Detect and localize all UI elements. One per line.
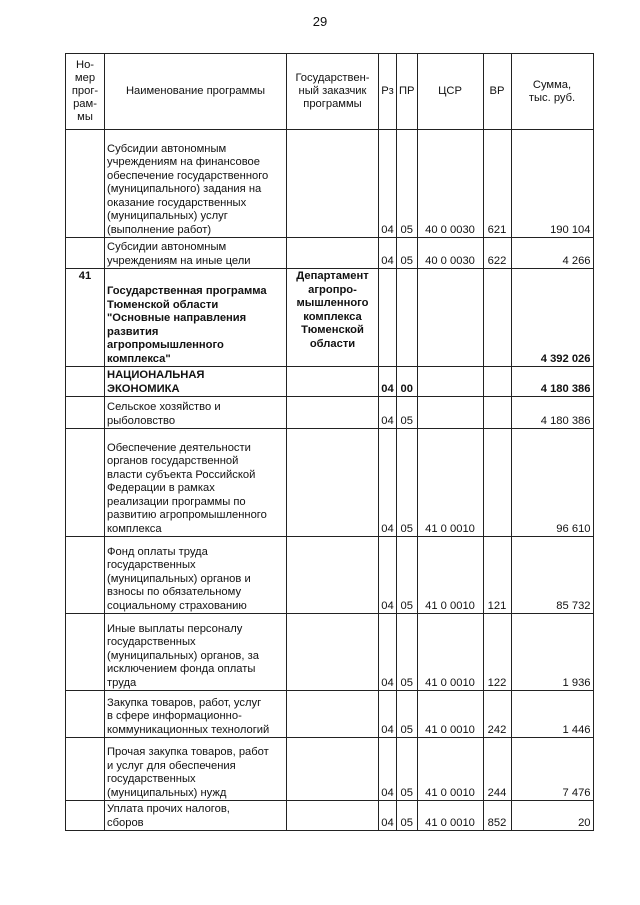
pr-cell: 00 [397, 367, 418, 397]
rz-cell: 04 [379, 691, 397, 738]
customer-cell [287, 397, 379, 429]
sum-cell: 4 180 386 [511, 397, 593, 429]
table-row [66, 238, 594, 269]
csr-cell [417, 397, 483, 429]
sum-cell: 85 732 [511, 537, 593, 614]
table-row [66, 130, 594, 238]
header-rz: Рз [379, 54, 397, 130]
vr-cell: 121 [483, 537, 511, 614]
customer-cell [287, 238, 379, 269]
header-sum: Сумма, тыс. руб. [511, 54, 593, 130]
vr-cell [483, 367, 511, 397]
program-number-cell [66, 367, 105, 397]
sum-cell: 1 936 [511, 614, 593, 691]
customer-cell [287, 367, 379, 397]
pr-cell: 05 [397, 397, 418, 429]
sum-cell: 1 446 [511, 691, 593, 738]
sum-cell: 4 392 026 [511, 269, 593, 367]
program-number-cell [66, 691, 105, 738]
csr-cell: 41 0 0010 [417, 429, 483, 537]
table-row [66, 269, 594, 367]
sum-cell: 4 266 [511, 238, 593, 269]
csr-cell: 41 0 0010 [417, 537, 483, 614]
rz-cell: 04 [379, 429, 397, 537]
program-name-cell: Субсидии автономным учреждениям на иные цели [105, 238, 287, 269]
page-number: 29 [312, 14, 328, 29]
pr-cell: 05 [397, 130, 418, 238]
pr-cell: 05 [397, 614, 418, 691]
vr-cell [483, 429, 511, 537]
program-name-cell: Закупка товаров, работ, услуг в сфере информационно- коммуникационных технологий [105, 691, 287, 738]
program-name-cell: Сельское хозяйство и рыболовство [105, 397, 287, 429]
table-row [66, 691, 594, 738]
rz-cell: 04 [379, 130, 397, 238]
customer-cell [287, 429, 379, 537]
header-program-name: Наименование программы [105, 54, 287, 130]
csr-cell: 41 0 0010 [417, 614, 483, 691]
table-row [66, 738, 594, 801]
pr-cell: 05 [397, 738, 418, 801]
vr-cell: 244 [483, 738, 511, 801]
program-name-cell: Государственная программа Тюменской области "Основные направления развития агропромышленного комплекса" [105, 269, 287, 367]
customer-cell [287, 537, 379, 614]
rz-cell [379, 269, 397, 367]
pr-cell: 05 [397, 429, 418, 537]
sum-cell: 96 610 [511, 429, 593, 537]
csr-cell: 41 0 0010 [417, 801, 483, 831]
program-name-cell: Прочая закупка товаров, работ и услуг для обеспечения государственных (муниципальных) нужд [105, 738, 287, 801]
vr-cell: 621 [483, 130, 511, 238]
sum-cell: 20 [511, 801, 593, 831]
pr-cell: 05 [397, 537, 418, 614]
program-name-cell: НАЦИОНАЛЬНАЯ ЭКОНОМИКА [105, 367, 287, 397]
header-csr: ЦСР [417, 54, 483, 130]
customer-cell [287, 691, 379, 738]
program-number-cell [66, 801, 105, 831]
program-number-cell [66, 397, 105, 429]
rz-cell: 04 [379, 738, 397, 801]
program-name-cell: Фонд оплаты труда государственных (муниципальных) органов и взносы по обязательному социальному страхованию [105, 537, 287, 614]
vr-cell: 852 [483, 801, 511, 831]
sum-cell: 7 476 [511, 738, 593, 801]
program-name-cell: Уплата прочих налогов, сборов [105, 801, 287, 831]
rz-cell: 04 [379, 614, 397, 691]
csr-cell [417, 269, 483, 367]
program-name-cell: Субсидии автономным учреждениям на финансовое обеспечение государственного (муниципального) задания на оказание государственных (муниципальных) услуг (выполнение работ) [105, 130, 287, 238]
customer-cell [287, 614, 379, 691]
customer-cell: Департамент агропро- мышленного комплекса Тюменской области [287, 269, 379, 367]
rz-cell: 04 [379, 801, 397, 831]
header-customer: Государствен- ный заказчик программы [287, 54, 379, 130]
pr-cell: 05 [397, 691, 418, 738]
program-number-cell [66, 614, 105, 691]
budget-table [65, 53, 594, 831]
table-row [66, 614, 594, 691]
program-number-cell [66, 738, 105, 801]
rz-cell: 04 [379, 397, 397, 429]
vr-cell: 122 [483, 614, 511, 691]
rz-cell: 04 [379, 238, 397, 269]
table-row [66, 537, 594, 614]
customer-cell [287, 801, 379, 831]
vr-cell: 622 [483, 238, 511, 269]
rz-cell: 04 [379, 537, 397, 614]
program-name-cell: Обеспечение деятельности органов государственной власти субъекта Российской Федерации в рамках реализации программы по развитию агропромышленного комплекса [105, 429, 287, 537]
program-number-cell [66, 238, 105, 269]
customer-cell [287, 130, 379, 238]
header-pr: ПР [397, 54, 418, 130]
sum-cell: 190 104 [511, 130, 593, 238]
vr-cell [483, 397, 511, 429]
program-name-cell: Иные выплаты персоналу государственных (муниципальных) органов, за исключением фонда оплаты труда [105, 614, 287, 691]
program-number-cell [66, 130, 105, 238]
csr-cell: 41 0 0010 [417, 691, 483, 738]
csr-cell: 41 0 0010 [417, 738, 483, 801]
sum-cell: 4 180 386 [511, 367, 593, 397]
vr-cell [483, 269, 511, 367]
customer-cell [287, 738, 379, 801]
pr-cell: 05 [397, 801, 418, 831]
table-row [66, 429, 594, 537]
csr-cell [417, 367, 483, 397]
header-program-number: Но- мер прог- рам- мы [66, 54, 105, 130]
header-vr: ВР [483, 54, 511, 130]
rz-cell: 04 [379, 367, 397, 397]
table-row [66, 397, 594, 429]
csr-cell: 40 0 0030 [417, 130, 483, 238]
header-row [66, 54, 594, 130]
pr-cell: 05 [397, 238, 418, 269]
program-number-cell [66, 429, 105, 537]
table-row [66, 801, 594, 831]
csr-cell: 40 0 0030 [417, 238, 483, 269]
vr-cell: 242 [483, 691, 511, 738]
program-number-cell [66, 537, 105, 614]
pr-cell [397, 269, 418, 367]
program-number-cell: 41 [66, 269, 105, 367]
table-row [66, 367, 594, 397]
